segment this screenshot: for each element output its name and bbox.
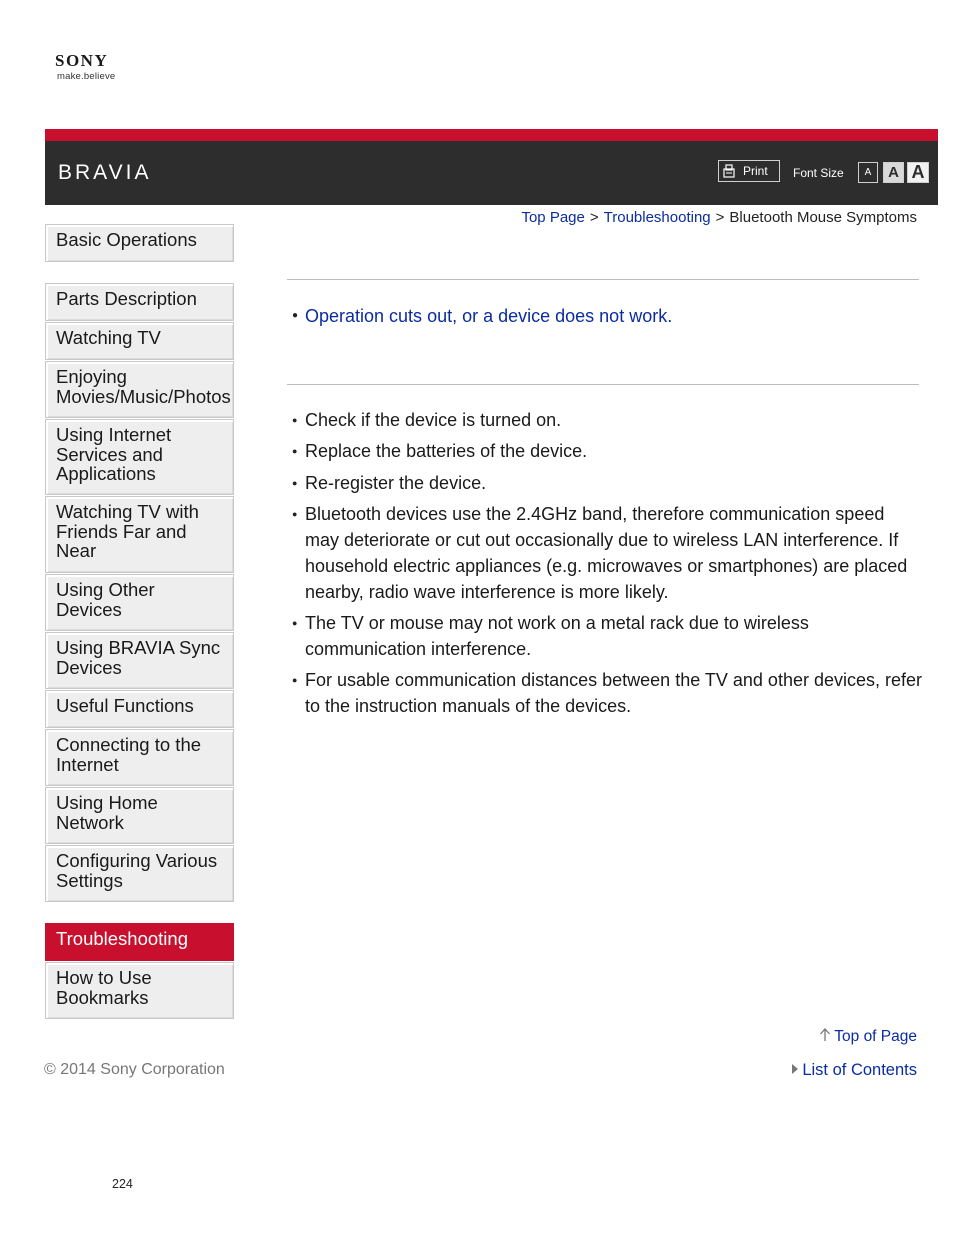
breadcrumb-top-page[interactable]: Top Page	[521, 209, 585, 226]
section-divider	[287, 279, 919, 280]
sidebar-item-configuring-settings[interactable]: Configuring Various Settings	[45, 845, 234, 902]
bravia-logo: BRAVIA	[58, 161, 152, 184]
top-of-page-link[interactable]	[819, 1027, 917, 1046]
sidebar-item-basic-operations[interactable]: Basic Operations	[45, 224, 234, 262]
sony-logo	[55, 52, 115, 82]
section-divider	[287, 384, 919, 385]
list-item: ● Replace the batteries of the device.	[292, 438, 922, 464]
print-button[interactable]	[718, 160, 780, 182]
bullet-icon: ●	[292, 309, 299, 321]
sidebar-item-bookmarks[interactable]: How to Use Bookmarks	[45, 962, 234, 1019]
font-size-large-button[interactable]: A	[907, 162, 929, 183]
breadcrumb-separator: >	[715, 209, 725, 226]
symptom-link[interactable]: Operation cuts out, or a device does not work.	[305, 306, 673, 326]
copyright: © 2014 Sony Corporation	[44, 1061, 225, 1078]
sidebar-item-bravia-sync[interactable]: Using BRAVIA Sync Devices	[45, 632, 234, 689]
list-item: ● Re-register the device.	[292, 470, 922, 496]
sidebar-item-connecting-internet[interactable]: Connecting to the Internet	[45, 729, 234, 786]
font-size-label: Font Size	[793, 166, 844, 180]
sidebar-item-watching-with-friends[interactable]: Watching TV with Friends Far and Near	[45, 496, 234, 573]
font-size-medium-button[interactable]: A	[883, 162, 904, 183]
list-item: ● Bluetooth devices use the 2.4GHz band, therefore communication speed may deteriorate or cut out occasionally due to wireless LAN interference. If household electric appliances (e.g. microwaves or smartphones) are placed nearby, radio wave interference is more likely.	[292, 501, 922, 605]
sidebar-item-internet-services[interactable]: Using Internet Services and Applications	[45, 419, 234, 495]
print-label: Print	[743, 164, 768, 178]
sony-wordmark: SONY	[55, 51, 109, 70]
print-icon	[723, 164, 735, 178]
sidebar-item-watching-tv[interactable]: Watching TV	[45, 322, 234, 360]
header-bar	[45, 129, 938, 205]
sony-tagline: make.believe	[57, 71, 116, 82]
list-item: ● Check if the device is turned on.	[292, 407, 922, 433]
breadcrumb	[521, 209, 917, 226]
sidebar-item-parts-description[interactable]: Parts Description	[45, 283, 234, 321]
list-of-contents-label: List of Contents	[802, 1061, 917, 1079]
sidebar-item-other-devices[interactable]: Using Other Devices	[45, 574, 234, 631]
list-of-contents-link[interactable]	[791, 1061, 917, 1080]
font-size-small-button[interactable]: A	[858, 162, 878, 183]
triangle-right-icon	[791, 1061, 799, 1080]
list-item: ● For usable communication distances between the TV and other devices, refer to the instruction manuals of the devices.	[292, 667, 922, 719]
symptom-item	[292, 306, 672, 327]
breadcrumb-separator: >	[589, 209, 599, 226]
sidebar-item-troubleshooting[interactable]: Troubleshooting	[45, 923, 234, 961]
arrow-up-icon	[819, 1027, 831, 1046]
solution-list	[292, 407, 922, 725]
breadcrumb-current: Bluetooth Mouse Symptoms	[729, 209, 917, 226]
sidebar-item-home-network[interactable]: Using Home Network	[45, 787, 234, 844]
list-item: ● The TV or mouse may not work on a metal rack due to wireless communication interference.	[292, 610, 922, 662]
top-of-page-label: Top of Page	[834, 1027, 917, 1045]
sidebar-item-useful-functions[interactable]: Useful Functions	[45, 690, 234, 728]
breadcrumb-troubleshooting[interactable]: Troubleshooting	[603, 209, 711, 226]
sidebar-item-enjoying-media[interactable]: Enjoying Movies/Music/Photos	[45, 361, 234, 418]
page-number: 224	[112, 1177, 133, 1191]
